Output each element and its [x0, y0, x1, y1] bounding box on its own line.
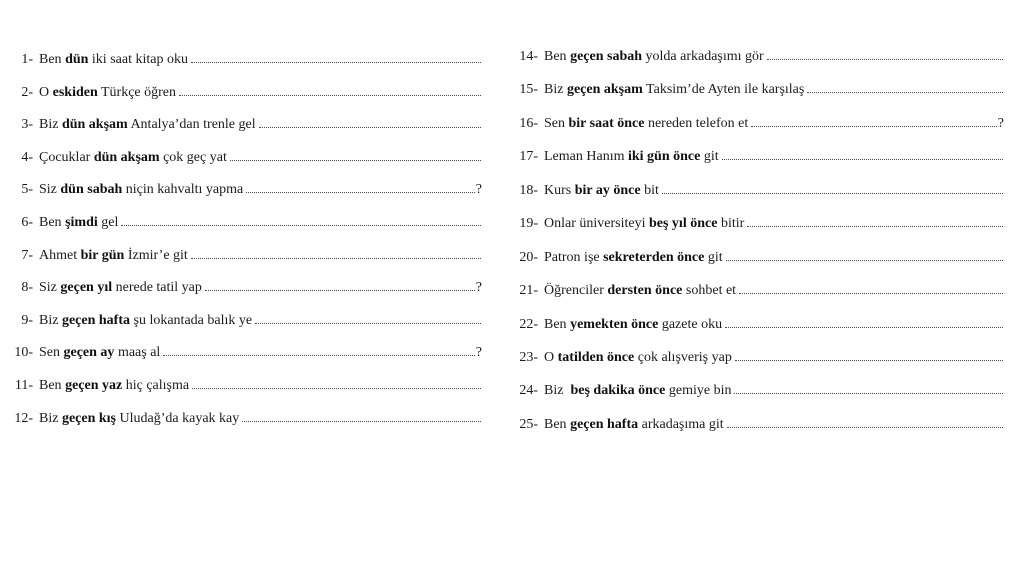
exercise-item	[6, 342, 482, 375]
sentence-prefix: Öğrenciler	[544, 283, 608, 299]
dotted-answer-line	[722, 146, 1003, 160]
item-sentence	[544, 317, 722, 333]
dotted-answer-line	[205, 277, 475, 291]
dotted-answer-line	[259, 114, 481, 128]
time-expression: geçen hafta	[570, 416, 639, 432]
sentence-suffix: çok alışveriş yap	[634, 349, 732, 365]
sentence-prefix: Ben	[39, 377, 66, 393]
item-number: 15-	[519, 82, 538, 98]
item-sentence	[39, 85, 176, 101]
item-number: 10-	[14, 345, 33, 361]
question-mark: ?	[475, 345, 482, 361]
exercise-item	[511, 113, 1004, 146]
sentence-suffix: yolda arkadaşımı gör	[642, 49, 764, 64]
exercise-item	[511, 380, 1004, 413]
dotted-answer-line	[255, 310, 481, 324]
item-number: 22-	[519, 316, 538, 332]
item-number: 18-	[519, 182, 538, 198]
exercise-item	[6, 245, 482, 278]
sentence-prefix: Biz	[39, 312, 62, 328]
time-expression: iki gün önce	[627, 149, 701, 165]
sentence-suffix: git	[700, 149, 719, 165]
dotted-answer-line	[242, 408, 481, 422]
exercise-item	[511, 146, 1004, 179]
item-sentence	[544, 183, 659, 199]
sentence-suffix: iki saat kitap oku	[88, 52, 188, 67]
question-mark: ?	[475, 182, 482, 198]
time-expression: geçen yaz	[65, 377, 123, 393]
time-expression: dersten önce	[607, 283, 683, 299]
sentence-prefix: Sen	[39, 345, 64, 361]
exercise-item	[6, 310, 482, 343]
exercise-item	[511, 314, 1004, 347]
time-expression: yemekten önce	[570, 316, 659, 332]
exercise-item	[6, 114, 482, 147]
sentence-suffix: çok geç yat	[159, 149, 227, 165]
exercise-item	[511, 247, 1004, 280]
item-number: 17-	[519, 149, 538, 165]
item-number: 23-	[519, 349, 538, 365]
time-expression: bir ay önce	[574, 182, 641, 198]
sentence-prefix: O	[39, 84, 53, 100]
exercise-item	[511, 79, 1004, 112]
item-number: 9-	[21, 312, 33, 328]
item-sentence	[544, 383, 731, 399]
sentence-prefix: Ahmet	[39, 247, 81, 263]
time-expression: dün sabah	[60, 182, 123, 198]
item-number: 11-	[14, 377, 33, 393]
exercise-item	[6, 147, 482, 180]
sentence-suffix: maaş al	[114, 345, 161, 361]
item-sentence	[39, 248, 188, 264]
time-expression: geçen yıl	[60, 280, 113, 296]
sentence-suffix: niçin kahvaltı yapma	[122, 182, 244, 198]
item-sentence	[39, 117, 256, 133]
time-expression: dün	[65, 52, 89, 67]
exercise-column-left	[6, 49, 482, 440]
time-expression: geçen hafta	[61, 312, 130, 328]
item-sentence	[39, 378, 189, 394]
exercise-item	[511, 414, 1004, 447]
dotted-answer-line	[734, 380, 1003, 394]
sentence-suffix: bitir	[717, 216, 745, 232]
item-number: 4-	[21, 149, 33, 165]
item-number: 20-	[519, 249, 538, 265]
exercise-item	[6, 179, 482, 212]
item-sentence	[39, 182, 243, 198]
dotted-answer-line	[121, 212, 481, 226]
item-number: 16-	[519, 115, 538, 131]
sentence-prefix: Patron işe	[544, 249, 604, 265]
item-sentence	[544, 116, 748, 132]
item-sentence	[544, 350, 732, 366]
sentence-suffix: Taksim’de Ayten ile karşılaş	[642, 82, 805, 98]
question-mark: ?	[475, 280, 482, 296]
time-expression: dün akşam	[61, 117, 128, 133]
sentence-suffix: nerede tatil yap	[112, 280, 202, 296]
dotted-answer-line	[191, 245, 481, 259]
item-sentence	[544, 417, 724, 433]
sentence-suffix: sohbet et	[682, 283, 737, 299]
time-expression: tatilden önce	[557, 349, 635, 365]
time-expression: geçen akşam	[566, 82, 643, 98]
sentence-suffix: gazete oku	[658, 316, 723, 332]
item-number: 7-	[21, 247, 33, 263]
item-sentence	[544, 216, 744, 232]
dotted-answer-line	[192, 375, 481, 389]
dotted-answer-line	[179, 82, 481, 96]
sentence-suffix: hiç çalışma	[122, 377, 190, 393]
sentence-prefix: Kurs	[544, 182, 575, 198]
sentence-prefix: Ben	[39, 52, 66, 67]
item-number: 14-	[519, 49, 538, 64]
exercise-item	[511, 180, 1004, 213]
sentence-prefix: O	[544, 349, 558, 365]
exercise-item	[6, 82, 482, 115]
item-number: 5-	[21, 182, 33, 198]
exercise-item	[6, 49, 482, 82]
item-sentence	[39, 150, 227, 166]
exercise-item	[6, 375, 482, 408]
item-number: 25-	[519, 416, 538, 432]
exercise-item	[511, 280, 1004, 313]
sentence-suffix: şu lokantada balık ye	[130, 312, 253, 328]
item-sentence	[39, 411, 239, 427]
item-sentence	[39, 52, 188, 68]
time-expression: geçen sabah	[570, 49, 643, 64]
question-mark: ?	[997, 115, 1004, 131]
dotted-answer-line	[230, 147, 481, 161]
item-number: 21-	[519, 283, 538, 299]
sentence-suffix: gel	[97, 214, 119, 230]
sentence-prefix: Ben	[544, 416, 571, 432]
sentence-prefix: Siz	[39, 182, 61, 198]
time-expression: eskiden	[52, 84, 98, 100]
item-sentence	[544, 250, 723, 266]
exercise-column-right	[511, 46, 1004, 447]
sentence-suffix: İzmir’e git	[124, 247, 188, 263]
sentence-prefix: Siz	[39, 280, 61, 296]
exercise-item	[6, 408, 482, 441]
dotted-answer-line	[726, 247, 1003, 261]
item-number: 6-	[21, 214, 33, 230]
time-expression: geçen ay	[63, 345, 115, 361]
item-sentence	[544, 283, 736, 299]
time-expression: beş yıl önce	[648, 216, 718, 232]
item-sentence	[544, 82, 804, 98]
sentence-prefix: Onlar üniversiteyi	[544, 216, 649, 232]
dotted-answer-line	[739, 280, 1003, 294]
time-expression: bir saat önce	[568, 115, 645, 131]
sentence-prefix: Biz	[39, 410, 62, 426]
exercise-item	[6, 212, 482, 245]
time-expression: dün akşam	[93, 149, 160, 165]
exercise-item	[511, 213, 1004, 246]
dotted-answer-line	[727, 414, 1003, 428]
time-expression: sekreterden önce	[603, 249, 705, 265]
item-number: 12-	[14, 410, 33, 426]
sentence-suffix: nereden telefon et	[644, 115, 749, 131]
dotted-answer-line	[751, 113, 997, 127]
item-number: 1-	[21, 52, 33, 67]
dotted-answer-line	[735, 347, 1003, 361]
sentence-suffix: Uludağ’da kayak kay	[116, 410, 240, 426]
item-sentence	[39, 280, 202, 296]
item-number: 19-	[519, 216, 538, 232]
sentence-prefix: Çocuklar	[39, 149, 94, 165]
dotted-answer-line	[807, 79, 1003, 93]
sentence-suffix: Antalya’dan trenle gel	[127, 117, 256, 133]
sentence-prefix: Biz	[544, 82, 567, 98]
sentence-prefix: Biz	[39, 117, 62, 133]
dotted-answer-line	[191, 49, 481, 63]
sentence-prefix: Leman Hanım	[544, 149, 628, 165]
sentence-prefix: Sen	[544, 115, 569, 131]
sentence-suffix: bit	[640, 182, 659, 198]
dotted-answer-line	[747, 213, 1003, 227]
item-number: 8-	[21, 280, 33, 296]
time-expression: geçen kış	[61, 410, 117, 426]
item-sentence	[39, 313, 252, 329]
exercise-item	[6, 277, 482, 310]
dotted-answer-line	[767, 46, 1003, 60]
time-expression: şimdi	[65, 214, 98, 230]
time-expression: beş dakika önce	[570, 383, 666, 399]
dotted-answer-line	[662, 180, 1003, 194]
item-sentence	[39, 345, 160, 361]
sentence-prefix: Ben	[39, 214, 66, 230]
sentence-prefix: Ben	[544, 316, 571, 332]
item-sentence	[544, 149, 719, 165]
sentence-suffix: gemiye bin	[665, 383, 732, 399]
sentence-suffix: Türkçe öğren	[97, 84, 177, 100]
sentence-prefix: Biz	[544, 383, 571, 399]
exercise-item	[511, 46, 1004, 79]
sentence-suffix: git	[704, 249, 723, 265]
sentence-suffix: arkadaşıma git	[638, 416, 724, 432]
sentence-prefix: Ben	[544, 49, 571, 64]
dotted-answer-line	[246, 179, 475, 193]
item-number: 2-	[21, 84, 33, 100]
item-sentence	[39, 215, 118, 231]
item-number: 24-	[519, 383, 538, 399]
item-sentence	[544, 49, 764, 65]
dotted-answer-line	[725, 314, 1003, 328]
item-number: 3-	[21, 117, 33, 133]
dotted-answer-line	[163, 342, 474, 356]
time-expression: bir gün	[80, 247, 125, 263]
exercise-item	[511, 347, 1004, 380]
